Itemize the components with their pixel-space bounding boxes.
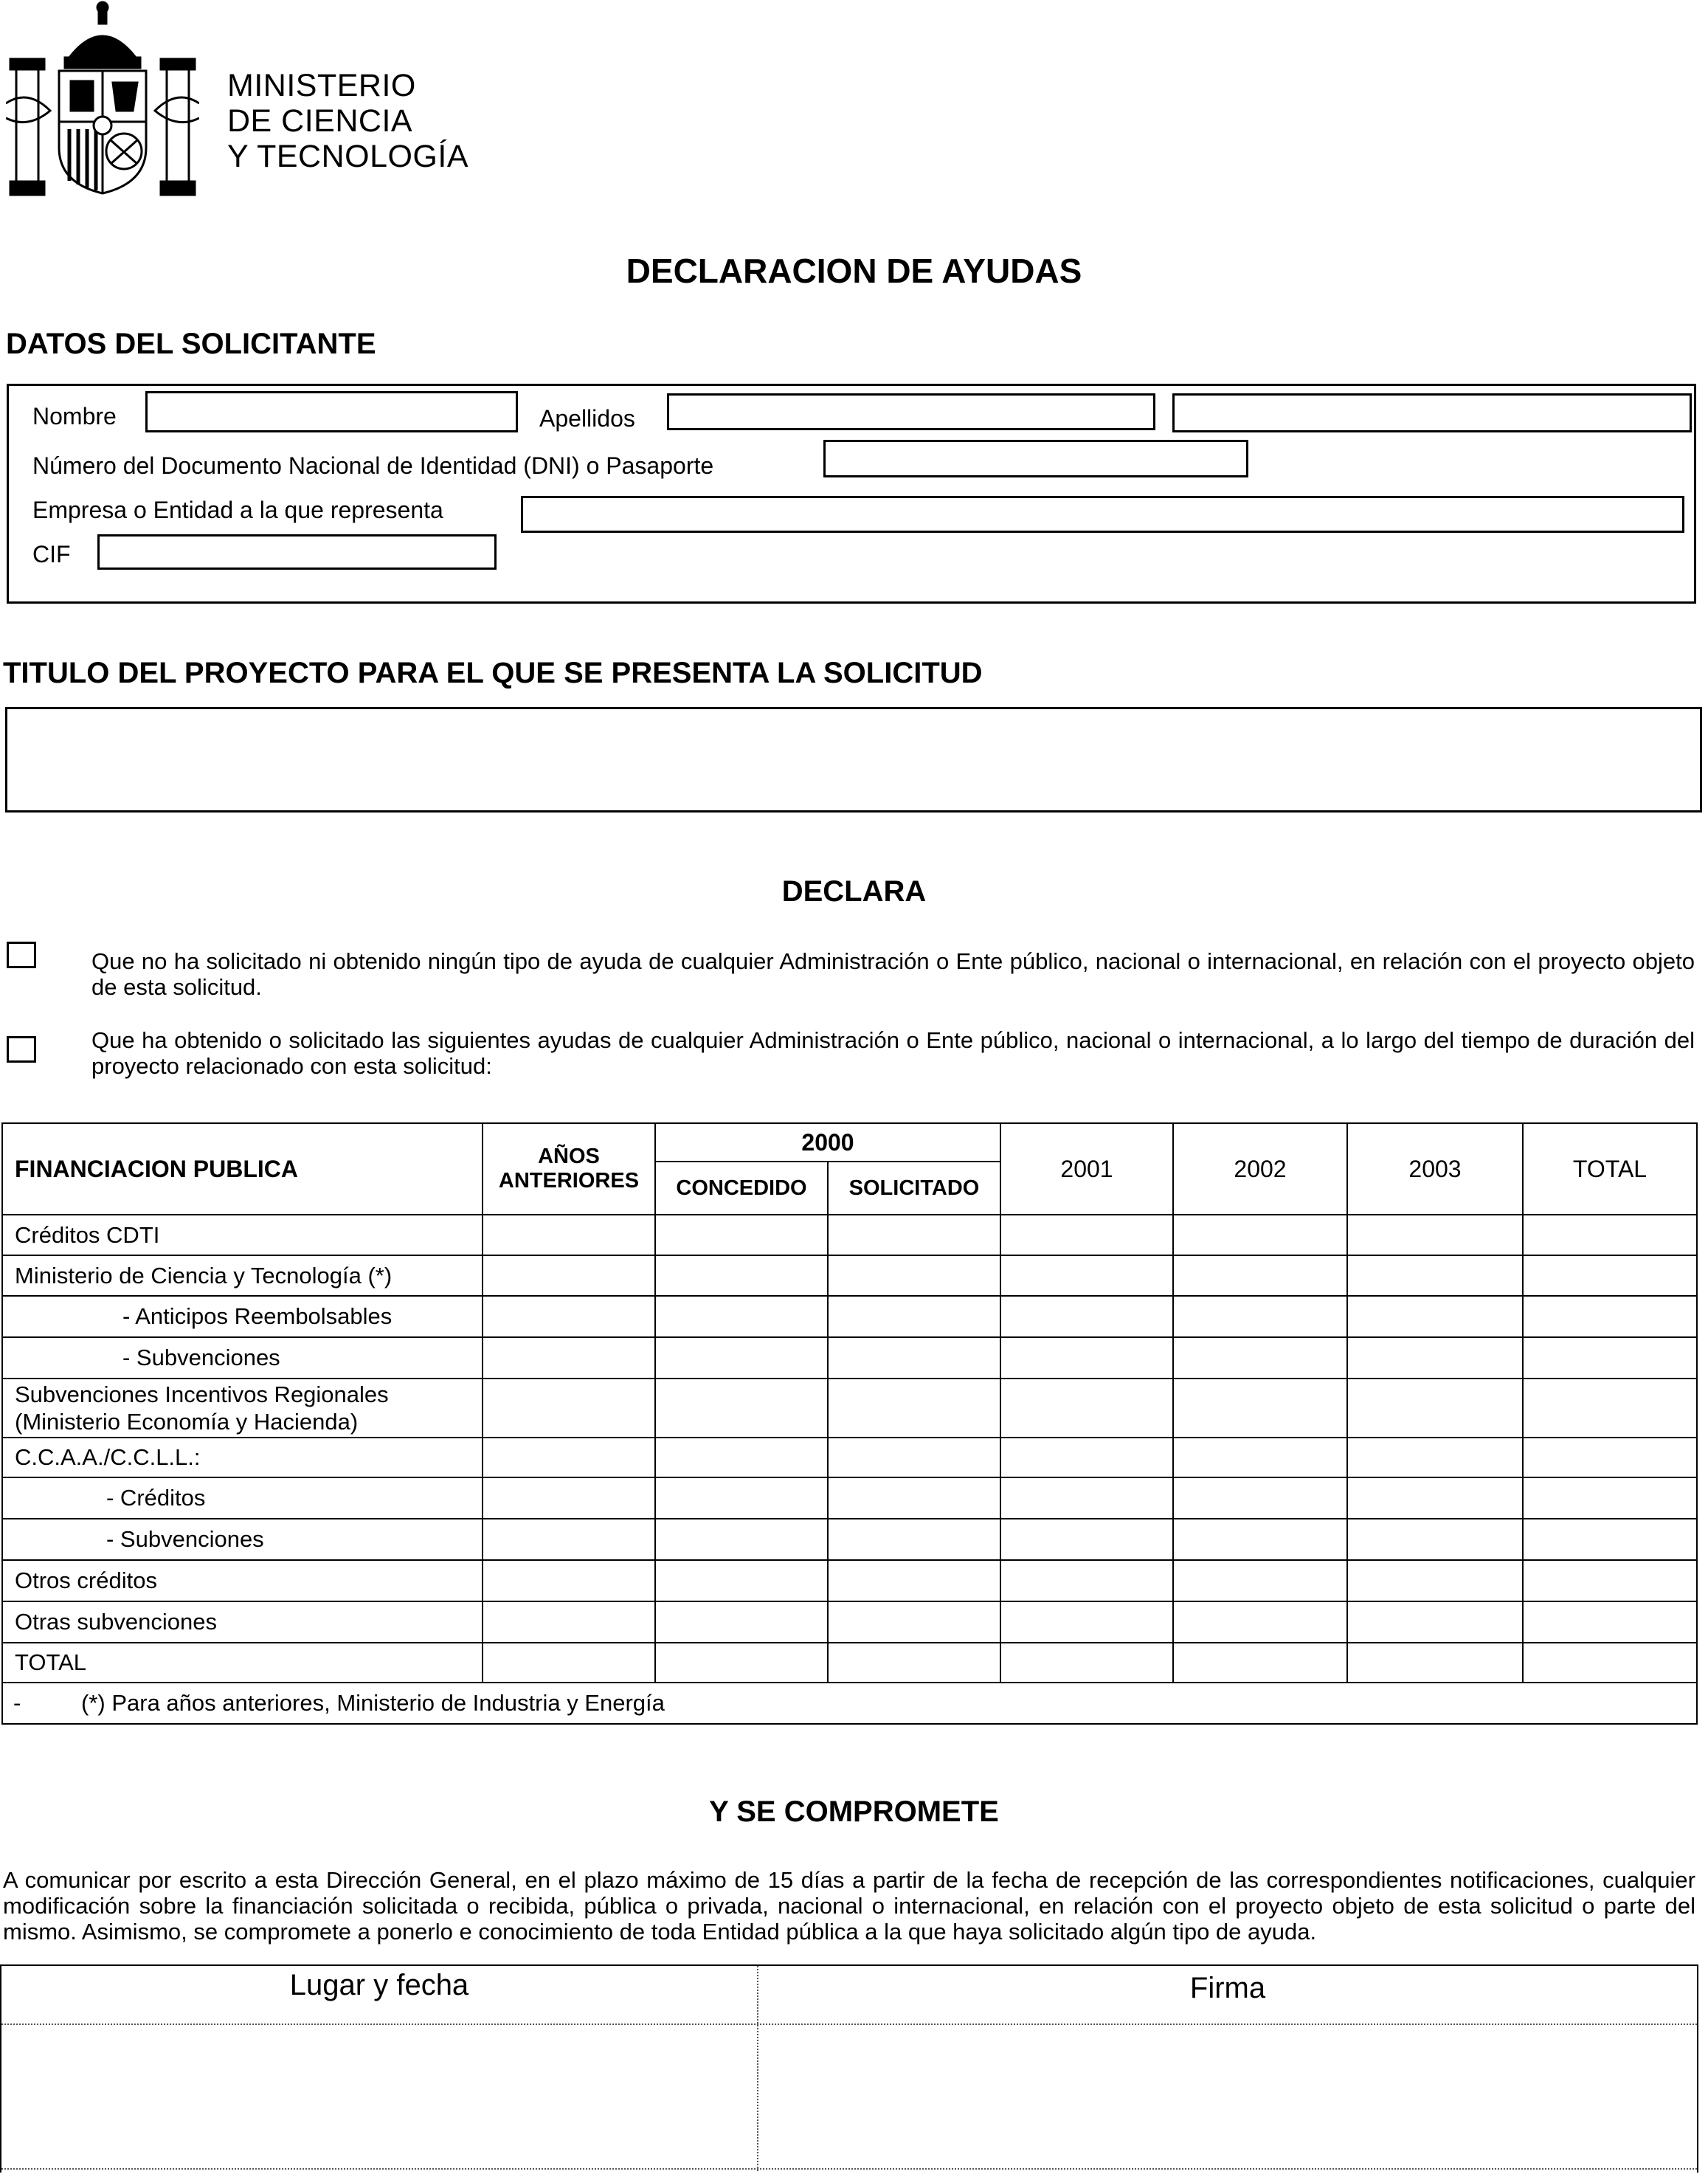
empresa-label: Empresa o Entidad a la que representa	[32, 497, 443, 523]
cell-input[interactable]	[483, 1337, 655, 1379]
cell-input[interactable]	[828, 1255, 1000, 1296]
cif-field[interactable]	[97, 534, 497, 570]
empresa-field[interactable]	[521, 496, 1684, 533]
cell-input[interactable]	[1000, 1337, 1173, 1379]
cell-input[interactable]	[1347, 1643, 1523, 1683]
funding-table	[1, 1122, 1698, 1725]
cell-input[interactable]	[1000, 1296, 1173, 1337]
ministry-line: Y TECNOLOGÍA	[227, 139, 469, 174]
cell-input[interactable]	[655, 1601, 828, 1643]
cell-input[interactable]	[483, 1519, 655, 1560]
cell-input[interactable]	[655, 1477, 828, 1519]
cell-input[interactable]	[1173, 1255, 1347, 1296]
row-label	[2, 1379, 483, 1438]
row-label: Otras subvenciones	[2, 1601, 483, 1643]
dni-label: Número del Documento Nacional de Identidad (DNI) o Pasaporte	[32, 452, 714, 479]
cell-input[interactable]	[1523, 1215, 1697, 1255]
cell-input[interactable]	[1347, 1255, 1523, 1296]
project-heading: TITULO DEL PROYECTO PARA EL QUE SE PRESENTA LA SOLICITUD	[3, 657, 983, 689]
document-title: DECLARACION DE AYUDAS	[626, 252, 1082, 290]
cell-input[interactable]	[1173, 1601, 1347, 1643]
cell-input[interactable]	[655, 1519, 828, 1560]
apellidos-label: Apellidos	[539, 405, 635, 432]
row-label: TOTAL	[2, 1643, 483, 1683]
cell-input[interactable]	[1347, 1296, 1523, 1337]
row-label-line: (Ministerio Economía y Hacienda)	[15, 1409, 359, 1435]
cell-input[interactable]	[483, 1601, 655, 1643]
apellido2-field[interactable]	[1172, 393, 1692, 432]
header-2003: 2003	[1347, 1123, 1523, 1215]
row-label: Otros créditos	[2, 1560, 483, 1601]
cell-input[interactable]	[655, 1438, 828, 1477]
cell-input[interactable]	[1173, 1519, 1347, 1560]
cell-input[interactable]	[655, 1215, 828, 1255]
cell-input[interactable]	[1523, 1643, 1697, 1683]
header-2001: 2001	[1000, 1123, 1173, 1215]
cell-input[interactable]	[1173, 1477, 1347, 1519]
cell-input[interactable]	[655, 1296, 828, 1337]
table-row	[2, 1643, 1697, 1683]
row-label: - Créditos	[2, 1477, 483, 1519]
cell-input[interactable]	[828, 1643, 1000, 1683]
cell-input[interactable]	[1347, 1379, 1523, 1438]
cell-input[interactable]	[1347, 1477, 1523, 1519]
cell-input[interactable]	[655, 1643, 828, 1683]
no-aid-checkbox[interactable]	[7, 942, 36, 968]
cell-input[interactable]	[1523, 1601, 1697, 1643]
cell-input[interactable]	[1523, 1296, 1697, 1337]
table-row	[2, 1560, 1697, 1601]
row-label: - Subvenciones	[2, 1337, 483, 1379]
cell-input[interactable]	[1347, 1337, 1523, 1379]
row-label: - Subvenciones	[2, 1519, 483, 1560]
header-concedido: CONCEDIDO	[655, 1162, 828, 1215]
cell-input[interactable]	[483, 1643, 655, 1683]
cell-input[interactable]	[828, 1438, 1000, 1477]
row-label: C.C.A.A./C.C.L.L.:	[2, 1438, 483, 1477]
cell-input[interactable]	[1173, 1296, 1347, 1337]
lugar-fecha-field[interactable]	[3, 2026, 756, 2167]
cell-input[interactable]	[655, 1560, 828, 1601]
ministry-name	[227, 68, 469, 174]
cell-input[interactable]	[1523, 1337, 1697, 1379]
cell-input[interactable]	[1000, 1601, 1173, 1643]
cell-input[interactable]	[1000, 1438, 1173, 1477]
cell-input[interactable]	[828, 1215, 1000, 1255]
header-anos-anteriores	[483, 1123, 655, 1215]
header-total: TOTAL	[1523, 1123, 1697, 1215]
table-note-row	[2, 1683, 1697, 1724]
no-aid-statement: Que no ha solicitado ni obtenido ningún tipo de ayuda de cualquier Administración o Ente público, nacional o internacional, en relación con el proyecto objeto de esta solicitud.	[91, 948, 1695, 1000]
cell-input[interactable]	[828, 1379, 1000, 1438]
project-title-field[interactable]	[5, 707, 1702, 813]
cif-label: CIF	[32, 541, 71, 567]
row-label: Ministerio de Ciencia y Tecnología (*)	[2, 1255, 483, 1296]
cell-input[interactable]	[1347, 1601, 1523, 1643]
row-label: - Anticipos Reembolsables	[2, 1296, 483, 1337]
signature-bottom-line	[1, 2168, 1697, 2170]
signature-header-divider	[1, 2024, 1697, 2025]
cell-input[interactable]	[1000, 1255, 1173, 1296]
has-aid-statement: Que ha obtenido o solicitado las siguientes ayudas de cualquier Administración o Ente público, nacional o internacional, a lo largo del tiempo de duración del proyecto relacionado con esta solicitud:	[91, 1027, 1695, 1079]
cell-input[interactable]	[1347, 1438, 1523, 1477]
cell-input[interactable]	[655, 1337, 828, 1379]
cell-input[interactable]	[1523, 1477, 1697, 1519]
commit-heading: Y SE COMPROMETE	[709, 1795, 999, 1828]
table-row	[2, 1477, 1697, 1519]
cell-input[interactable]	[1173, 1215, 1347, 1255]
footnote-dash: -	[13, 1690, 21, 1716]
cell-input[interactable]	[828, 1337, 1000, 1379]
ministry-line: MINISTERIO	[227, 68, 416, 103]
cell-input[interactable]	[483, 1255, 655, 1296]
cell-input[interactable]	[1173, 1337, 1347, 1379]
cell-input[interactable]	[828, 1296, 1000, 1337]
lugar-fecha-label: Lugar y fecha	[289, 1969, 469, 2001]
cell-input[interactable]	[1173, 1379, 1347, 1438]
cell-input[interactable]	[1000, 1477, 1173, 1519]
cell-input[interactable]	[1000, 1379, 1173, 1438]
header-financiacion: FINANCIACION PUBLICA	[2, 1123, 483, 1215]
cell-input[interactable]	[1000, 1215, 1173, 1255]
commit-text: A comunicar por escrito a esta Dirección General, en el plazo máximo de 15 días a partir de la fecha de recepción de las correspondientes notificaciones, cualquier modificación sobre la financiación solicitada o recibida, pública o privada, nacional o internacional, en relación con el proyecto objeto de esta solicitud o parte del mismo. Asimismo, se compromete a ponerlo e conocimiento de toda Entidad pública a la que haya solicitado algún tipo de ayuda.	[3, 1867, 1695, 1945]
dni-field[interactable]	[823, 440, 1248, 477]
cell-input[interactable]	[828, 1601, 1000, 1643]
header-anteriores-line: ANTERIORES	[498, 1169, 640, 1193]
table-row	[2, 1255, 1697, 1296]
cell-input[interactable]	[483, 1215, 655, 1255]
cell-input[interactable]	[1000, 1519, 1173, 1560]
coat-of-arms-logo	[6, 0, 199, 198]
nombre-field[interactable]	[145, 391, 518, 432]
cell-input[interactable]	[1523, 1560, 1697, 1601]
declara-heading: DECLARA	[781, 875, 927, 908]
cell-input[interactable]	[1173, 1560, 1347, 1601]
cell-input[interactable]	[483, 1477, 655, 1519]
cell-input[interactable]	[1000, 1560, 1173, 1601]
cell-input[interactable]	[1000, 1643, 1173, 1683]
has-aid-checkbox[interactable]	[7, 1036, 36, 1063]
footnote-text: (*) Para años anteriores, Ministerio de Industria y Energía	[81, 1690, 665, 1716]
header-2000: 2000	[655, 1123, 1000, 1162]
table-row	[2, 1519, 1697, 1560]
ministry-line: DE CIENCIA	[227, 103, 413, 139]
table-row	[2, 1337, 1697, 1379]
table-row	[2, 1296, 1697, 1337]
cell-input[interactable]	[655, 1379, 828, 1438]
table-footnote	[2, 1683, 1697, 1724]
apellido1-field[interactable]	[667, 393, 1155, 430]
cell-input[interactable]	[1173, 1438, 1347, 1477]
cell-input[interactable]	[1523, 1519, 1697, 1560]
header-anos-line: AÑOS	[538, 1145, 600, 1168]
header-2002: 2002	[1173, 1123, 1347, 1215]
table-row	[2, 1379, 1697, 1438]
cell-input[interactable]	[1523, 1255, 1697, 1296]
nombre-label: Nombre	[32, 403, 117, 429]
firma-field[interactable]	[760, 2026, 1695, 2167]
row-label-line: Subvenciones Incentivos Regionales	[15, 1381, 389, 1407]
cell-input[interactable]	[1347, 1560, 1523, 1601]
table-row	[2, 1438, 1697, 1477]
cell-input[interactable]	[828, 1477, 1000, 1519]
cell-input[interactable]	[828, 1519, 1000, 1560]
cell-input[interactable]	[1173, 1643, 1347, 1683]
header-solicitado: SOLICITADO	[828, 1162, 1000, 1215]
cell-input[interactable]	[1347, 1215, 1523, 1255]
cell-input[interactable]	[483, 1560, 655, 1601]
applicant-heading: DATOS DEL SOLICITANTE	[6, 328, 376, 360]
cell-input[interactable]	[483, 1438, 655, 1477]
firma-label: Firma	[1189, 1972, 1266, 2004]
cell-input[interactable]	[1347, 1519, 1523, 1560]
table-row	[2, 1215, 1697, 1255]
cell-input[interactable]	[483, 1379, 655, 1438]
cell-input[interactable]	[655, 1255, 828, 1296]
table-row	[2, 1601, 1697, 1643]
cell-input[interactable]	[483, 1296, 655, 1337]
cell-input[interactable]	[1523, 1438, 1697, 1477]
row-label: Créditos CDTI	[2, 1215, 483, 1255]
cell-input[interactable]	[1523, 1379, 1697, 1438]
cell-input[interactable]	[828, 1560, 1000, 1601]
